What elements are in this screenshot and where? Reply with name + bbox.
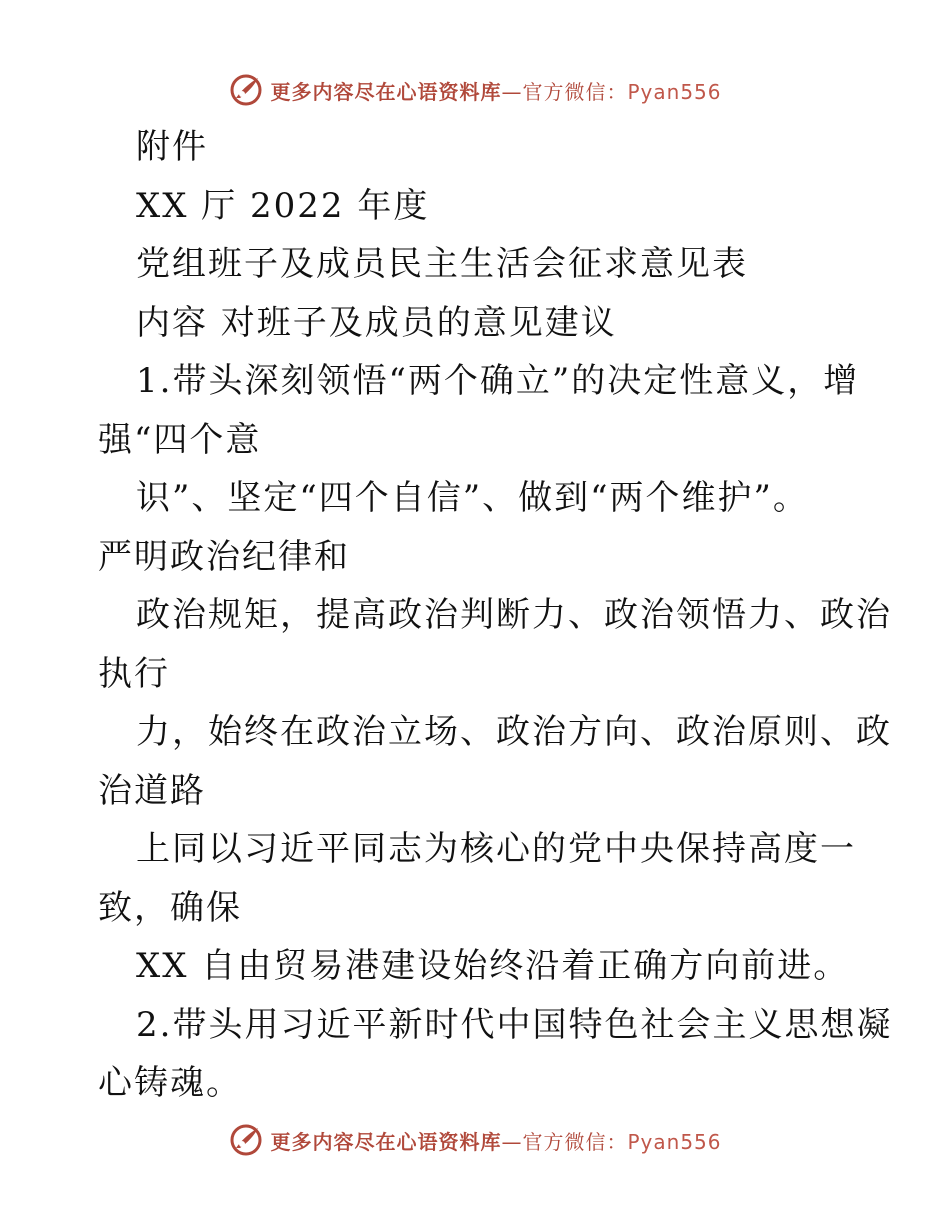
doc-line-year-title: XX 厅 2022 年度 [136,185,430,226]
doc-line: 严明政治纪律和 [98,536,350,577]
doc-line: 执行 [98,653,170,694]
banner-main-text: 更多内容尽在心语资料库 [270,79,502,104]
doc-line-form-title: 党组班子及成员民主生活会征求意见表 [136,244,748,284]
doc-line: XX 自由贸易港建设始终沿着正确方向前进。 [136,946,850,986]
banner-main-text: 更多内容尽在心语资料库 [270,1129,502,1154]
doc-line: 强“四个意 [98,419,262,460]
doc-line-attachment: 附件 [136,127,208,167]
doc-line: 力，始终在政治立场、政治方向、政治原则、政 [136,712,892,752]
doc-line: 心铸魂。 [98,1063,242,1103]
doc-line: 致，确保 [98,887,242,928]
doc-line: 2.带头用习近平新时代中国特色社会主义思想凝 [136,1004,893,1045]
doc-line-column-headers: 内容 对班子及成员的意见建议 [136,302,617,343]
doc-line: 上同以习近平同志为核心的党中央保持高度一 [136,829,856,869]
banner-wechat-id: Pyan556 [627,1129,722,1154]
banner-separator: — [501,79,523,104]
banner-wechat-id: Pyan556 [627,79,722,104]
banner-sub-text: 官方微信： [522,1129,628,1154]
doc-line: 识”、坚定“四个自信”、做到“两个维护”。 [136,478,809,518]
header-banner [0,68,950,112]
quill-seal-icon [228,72,264,108]
footer-banner [0,1118,950,1162]
doc-line: 1.带头深刻领悟“两个确立”的决定性意义，增 [136,361,860,401]
quill-seal-icon [228,1122,264,1158]
banner-separator: — [501,1129,523,1154]
doc-line: 政治规矩，提高政治判断力、政治领悟力、政治 [136,595,892,635]
document-body [98,118,893,1113]
doc-line: 治道路 [98,770,206,811]
banner-sub-text: 官方微信： [522,79,628,104]
